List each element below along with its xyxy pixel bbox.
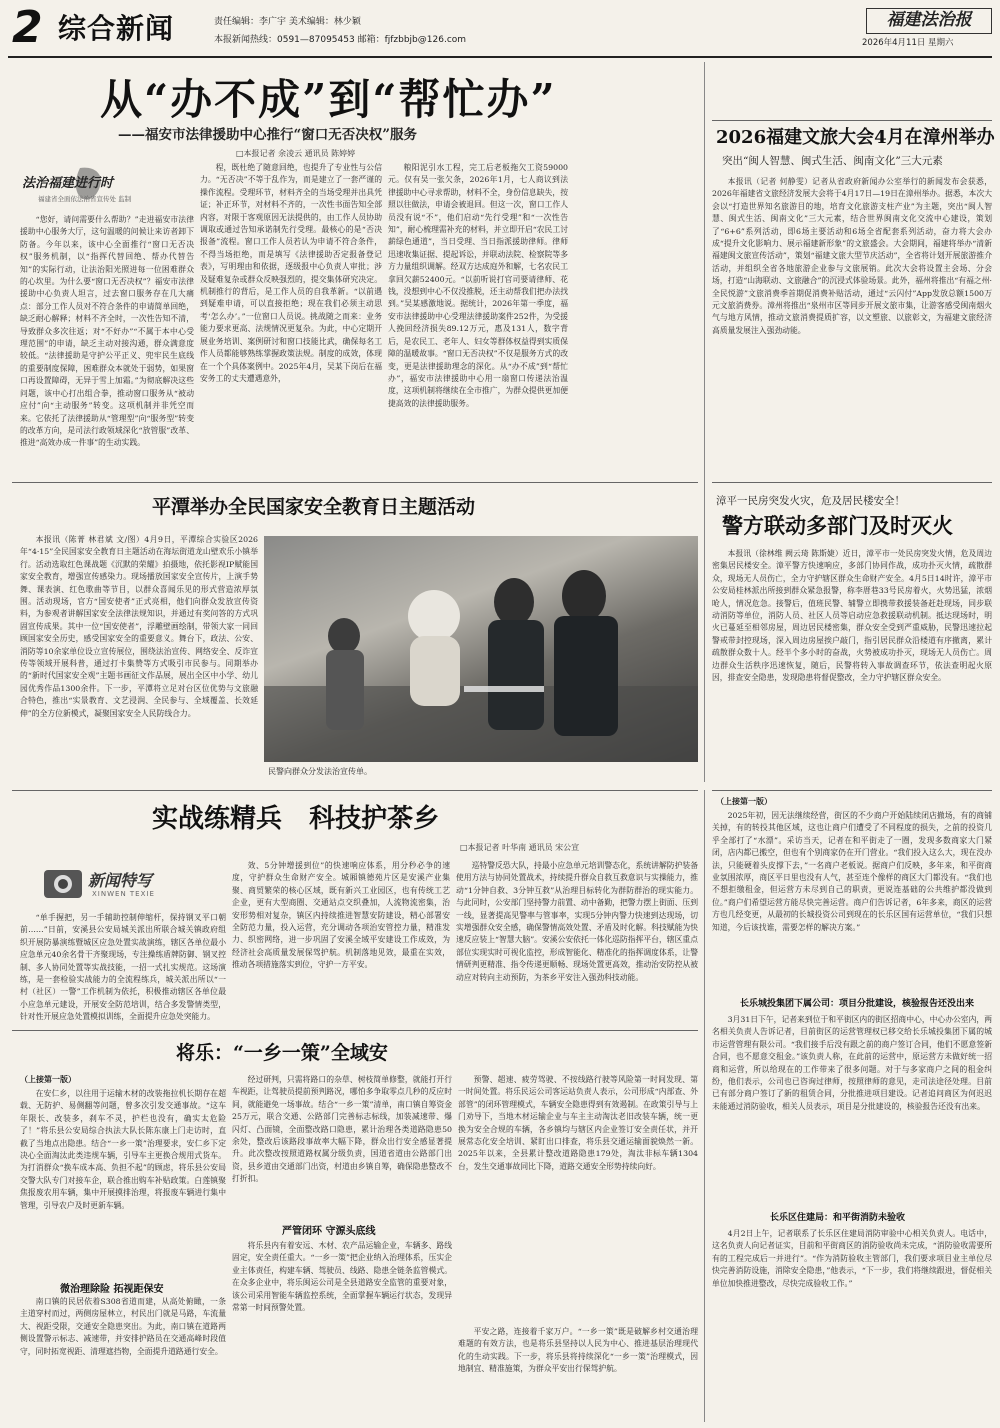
tech-badge-en: XINWEN TEXIE — [92, 890, 155, 898]
jiangle-subhead-1: 微治理除险 拓视距保安 — [60, 1284, 164, 1295]
column-badge — [20, 164, 190, 208]
changle-from-page: （上接第一版） — [716, 797, 772, 806]
changle-divider — [704, 790, 705, 1422]
jiangle-top-rule — [12, 1030, 698, 1031]
tech-col-3: 巡特警反恐大队，持最小应急单元培训警态化，系统讲解防护装备使用方法与协同处置战术，持续提升群众自救互救意识与实操能力，推动“1分钟自救、3分钟互救”从治理目标转化为群防群治的现实能力。与此同时，公安部门坚持警力前置、动中备勤，把警力摆上街面、压到一线，显著提高见警率与管事率，实现5分钟内警力快速到达现场，切实增强群众安全感，确保警情高效处置、矛盾及时化解。科技赋能为快速反应装上“智慧大脑”。安溪公安依托一体化巡防指挥平台，辖区重点部位实现实时可视化监控，形成智能化、精准化的指挥调度体系，让警情研判更精准、指令传递更顺畅、现场处置更高效，推动治安防控从被动应对转向主动预防，为茶乡平安注入强劲科技动能。 — [456, 861, 698, 982]
jiangle-col-2b: 将乐县内有着安远、木材、农产品运输企业，车辆多、路线固定，安全责任重大。“一乡一策”把企业纳入治理体系，压实企业主体责任，构建车辆、驾驶员、线路、隐患全链条监管模式。在众多企业中，将乐闽运公司是全县道路安全监管的重要对象，该公司采用智能车辆监控系统，全面掌握车辆运行状态，发现异常第一时间预警处置。 — [232, 1241, 452, 1313]
tech-column-badge — [40, 862, 190, 906]
masthead-rule — [8, 56, 992, 58]
tech-title: 实战练精兵 科技护茶乡 — [152, 804, 440, 834]
tech-badge-label: 新闻特写 — [88, 871, 153, 890]
jiangle-col-2: 经过研判，只需将路口的杂草、树枝简单修整，就能打开行车视距，让驾驶员提前预判路况，哪怕多争取零点几秒的反应时间，就能避免一场事故。结合“一乡一策”清单，南口镇自筹资金25万元，联合交通、公路部门完善标志标线，加装减速带、爆闪灯、凸面镜，全面整改路口隐患，累计治理各类道路隐患50余处，整改后该路段事故率大幅下降，群众出行安全感显著提升。此次整改按照道路权属分级负责，国道省道由公路部门出资，县乡道由交通部门出资，村道由乡镇自筹，确保隐患整改不打折扣。 — [232, 1075, 452, 1184]
tourism-top-rule — [712, 120, 992, 121]
issue-date: 2026年4月11日 星期六 — [862, 38, 954, 48]
fire-top-rule — [712, 482, 992, 483]
tech-top-rule — [12, 790, 698, 791]
pingtan-body: 本报讯（陈菁 林君斌 文/图）4月9日，平潭综合实验区2026年“4·15”全民国家安全教育日主题活动在海坛街道龙山壁欢乐小镇举行。活动选取红色课战题《沉默的荣耀》拍摄地，依托影视IP赋能国家安全教育，增强宣传感染力。现场播放国家安全宣传片，上演手势舞、课表演、红色歌曲等节目，以群众喜闻乐见的形式营造浓厚氛围。活动现场，官方“国安使者”正式亮相，他们向群众发放宣传资料，为参观者讲解国家安全法律法规知识，并通过有奖问答的方式巩固宣传成果。其中一位“国安使者”，浮雕壁画绘制，带领大家一同回顾国家安全历史，感受国家安全的重要意义。舞台下，政法、公安、消防等10余家单位设立宣传展位，围绕法治宣传、网络安全、反诈宣传等领域开展科普，通过打卡集赞等方式吸引市民参与。同期举办的“新时代国家安全观”主题书画征文作品展，展出全区中小学、幼儿园优秀作品1300余件。下一步，平潭将立足对台区位优势与文旅融合特色，推出“实景教育、文艺浸润、全民参与、全域覆盖、长效延伸”的全方位新模式，凝聚国家安全人民防线合力。 — [20, 535, 258, 718]
fire-body: 本报讯（徐林维 阙云琦 陈斯婕）近日，漳平市一处民房突发火情，危及周边密集居民楼安全。漳平警方快速响应，多部门协同作战，成功扑灭火情，疏散群众，现场无人员伤亡，全力守护辖区群众生命财产安全。4月5日14时许，漳平市公安局桂林派出所接到群众紧急报警，称李厝巷33号民房着火，火势迅猛，浓烟呛人，情况危急。接警后，值班民警、辅警立即携带救援装备赶赴现场，同步联动消防等单位，消防人员、社区人员等启动应急救援联动机制。抵达现场时，明火已蔓延至相邻房屋，周边居民楼密集，群众安全受到严重威胁，民警迅速拉起警戒带封控现场，深入周边房屋挨户敲门，指引居民群众沿楼道有序撤离，累计疏散群众数十人。经半个多小时的奋战，火势被成功扑灭，现场无人员伤亡。周边群众生活秩序迅速恢复，随后，民警将转入事故调查环节，依法查明起火原因，排查安全隐患，发现隐患将督促整改，全力守护辖区群众安全。 — [712, 549, 992, 683]
hotline: 本报新闻热线：0591—87095453 邮箱：fjfzbbjb@126.com — [214, 35, 467, 45]
changle-intro: 2025年初，因无法继续经营，街区的不少商户开始陆续闭店撤场，有的商铺关掉，有的转投其他区域，这也让商户们遭受了不同程度的损失，之前的投资几乎全部打了“水漂”。采访当天，记者在和平街走了一圈，发现多数商家大门紧闭，店内都已搬空，但也有个别商家仍在开门营业。“我们投入这么大，现在没办法，只能硬着头皮撑下去，”一名商户老板说。据商户们反映，多年来，和平街商业氛围浓厚，商区平日里也没有人气，甚至连个像样的商区大门都没有。“我们也不想拒缴租金，但运营方未尽到自己的职责，更说连基础的公共维护都没做到位。”商户们希望运营方能尽快完善运营。商户们告诉记者，6年多来，商区的运营方也几经变更，从最初的长城投资公司到现在的长乐区国有运营单位，“我们只想知道，今后该找谁，需要怎样的解决方案。” — [712, 811, 992, 932]
editors: 责任编辑：李广宇 美术编辑：林少颖 — [214, 17, 361, 27]
fire-title: 警方联动多部门及时灭火 — [722, 513, 953, 538]
pingtan-title: 平潭举办全民国家安全教育日主题活动 — [152, 496, 476, 518]
changle-subhead-1: 长乐城投集团下属公司：项目分批建设，核验报告还没出来 — [740, 999, 975, 1009]
section-title: 综合新闻 — [58, 12, 175, 45]
lead-subtitle: ——福安市法律援助中心推行“窗口无否决权”服务 — [118, 127, 418, 143]
lead-col-3: 粮阳泥引水工程，完工后老板拖欠工资59000元。仅有吴一张欠条，2026年1月，七人商议到法律援助中心寻求帮助，材料不全，身份信息缺失，按照以往做法，申请会被退回。但这一次，窗口工作人员没有说“不”，他们启动“先行受理”和“一次性告知”，耐心梳理需补充的材料，并立即开启“农民工讨薪绿色通道”，当日受理、当日指派援助律师。律师迅速收集证据、提起诉讼，并联动法院、检察院等多方力量组织调解。经双方达成庭外和解，七名农民工拿回欠薪52400元。“以前听说打官司要请律师、花钱，没想到中心不仅没推脱，还主动帮我们把办法找到。”吴某感激地说。据统计，2026年第一季度，福安市法律援助中心受理法律援助案件252件，为受援人挽回经济损失89.12万元，惠及131人，数字背后，是农民工、老年人、妇女等群体权益得到实质保障的温暖故事。“窗口无否决权”不仅是服务方式的改变，更是法律援助理念的深化。从“办不成”到“帮忙办”，福安市法律援助中心用一扇窗口传递法治温度，这项机制将继续在全市推广，为群众提供更加便捷高效的法律援助服务。 — [388, 163, 568, 408]
jiangle-col-3b: 平安之路，连接着千家万户。“一乡一策”既是破解乡村交通治理难题的有效方法，也是将乐县坚持以人民为中心、推进基层治理现代化的生动实践。下一步，将乐县将持续深化“一乡一策”治理模式，因地制宜、精准施策，为群众平安出行保驾护航。 — [458, 1327, 698, 1374]
tourism-body: 本报讯（记者 何静雯）记者从省政府新闻办公室举行的新闻发布会获悉，2026年福建省文旅经济发展大会将于4月17日—19日在漳州举办。据悉，本次大会以“打造世界知名旅游目的地，培育文化旅游支柱产业”为主题，突出“闽人智慧、闽式生活、闽南文化”三大元素，结合世界闽南文化交流中心建设，策划了“6+6”系列活动，即6场主要活动和6场全省配套系列活动，奋力将大会办成“提升文化影响力、展示福建新形象”的文旅盛会。大会期间，福建将举办“清新福建闽文旅宣传活动”，策划“福建文旅大型节庆活动”，全省将计划开展旅游推介活动，并组织全省各地旅游企业参与文旅展销。此次大会将设置主会场、分会场，打造“山海联动、文旅融合”的沉浸式体验场景。此外，福州将推出“有福之州·全民悦游”文旅消费季首期促消费补贴活动，通过“云闪付”App发放总额1500万元文旅消费券。漳州将推出“泉州市区等同步开展文旅市集，让游客感受闽南烟火气与地方风情，推动文旅消费提质扩容，以文塑旅、以旅彰文，为福建文旅经济高质量发展注入强劲动能。 — [712, 177, 992, 335]
jiangle-col-3: 预警、超速、疲劳驾驶、不按线路行驶等风险第一时间发现、第一时间处置。将乐民运公司客运站负责人表示，公司形成“内部查、外部管”的闭环管理模式，车辆安全隐患得到有效遏制。在政策引导与上门劝导下，当地木材运输企业与车主主动淘汰老旧改装车辆，统一更换为安全合规的车辆，各乡镇均与辖区内企业签订安全责任状，并开展常态化安全培训、紧盯出口排查，将乐县交通运输面貌焕然一新。2025年以来，全县累计整改道路隐患179处，淘汰非标车辆1304台，发生交通事故同比下降，道路交通安全形势持续向好。 — [458, 1075, 698, 1171]
changle-subhead-2: 长乐区住建局：和平街消防未验收 — [770, 1213, 906, 1223]
jiangle-title: 将乐：“一乡一策”全域安 — [176, 1042, 388, 1064]
lead-col-1: “您好，请问需要什么帮助？”走进福安市法律援助中心服务大厅，这句温暖的问候让来访者卸下防备。今年以来，该中心全面推行“窗口无否决权”服务机制，以“指挥代替回绝、帮办代替告知”的实际行动，让法治阳光照进每一位困难群众的心坎里。为什么要“窗口无否决权”？福安市法律援助中心负责人坦言，过去窗口服务存在几大痛点：部分工作人员对不符合条件的申请简单回绝，缺乏耐心解释；材料不齐全时，一次性告知不清，导致群众多次往返；对“不好办”“不属于本中心受理范围”的申请，缺乏主动对接沟通，群众满意度较低。“法律援助是守护公平正义、兜牢民生底线的重要制度保障，困难群众本就处于弱势，如果窗口再设置障碍，无异于雪上加霜。”为彻底解决这些问题，该中心打出组合拳，推动窗口服务从“被动应付”向“主动服务”转变。这项机制并非凭空而来。它依托了法律援助从“管理型”向“服务型”转变的改革方向，是司法行政领域深化“放管服”改革、推进“高效办成一件事”的生动实践。 — [20, 215, 194, 448]
page-number: 2 — [12, 2, 43, 53]
column-badge-label: 法治福建进行时 — [22, 176, 114, 191]
changle-top-rule — [712, 790, 992, 791]
police-outreach-photo-icon — [264, 536, 698, 762]
jiangle-col-1b: 南口镇的民居依着S308省道而建，从高处俯瞰，一条主道穿村而过，两侧房屋林立，村民出门就是马路，车流量大、视距受限，交通安全隐患突出。为此，南口镇在道路两侧设置警示标志、减速带，并安排护路员在交通高峰时段值守，同时拓宽视距、清理遮挡物，全面提升道路通行安全。 — [20, 1297, 226, 1356]
lead-title: 从“办不成”到“帮忙办” — [100, 75, 557, 124]
pingtan-top-rule — [12, 482, 698, 483]
right-column-divider — [704, 62, 705, 782]
masthead — [0, 0, 1000, 64]
paper-logo: 福建法治报 — [866, 8, 992, 34]
tourism-subtitle: 突出“闽人智慧、闽式生活、闽南文化”三大元素 — [722, 155, 943, 167]
lead-col-2: 程，既杜绝了随意回绝，也提升了专业性与公信力。“无否决”不等于乱作为，而是建立了一套严谨的操作流程。受理环节，材料齐全的当场受理并出具凭证；补正环节，对材料不齐的，一次性书面告知全部内容，对限于客观原因无法提供的，由工作人员协助调取或通过告知承诺制先行受理。最核心的是“否决报备”流程。窗口工作人员若认为申请不符合条件，不得当场拒绝，而是填写《法律援助否定报备登记表》，写明理由和依据，逐级报中心负责人审批；涉及疑难复杂或群众反映强烈的，提交集体研究决定。机制推行的背后，是工作人员的自我革新。“以前遇到疑难申请，可以直接拒绝；现在我们必须主动思考‘怎么办’。”一位窗口人员说。挑战随之而来：业务能力要求更高、法规情况更复杂。为此，中心定期开展业务培训、案例研讨和窗口技能比武，确保每名工作人员都能够熟练掌握政策法规。制度的成效，体现在一个个具体案例中。2025年4月，吴某下岗后在福安务工的丈夫遭遇意外， — [200, 163, 382, 383]
fire-kicker: 漳平一民房突发火灾，危及居民楼安全！ — [716, 495, 905, 507]
tech-col-2: 效、5分钟增援到位”的快速响应体系，用分秒必争的速度，守护群众生命财产安全。城厢镇德苑片区是安溪产业集聚、商贸繁荣的核心区域，既有新兴工业园区，也有传统工艺企业，更有大型商圈、交通站点交织叠加，人流物流密集，治安形势相对复杂，镇区内持续推进智慧安防建设，精心部署安全防范力量，投入运营，充分调动各项治安管控力量，精准发力、织密网络，进一步巩固了安溪全域平安建设工作成效，为经济社会高质量发展保驾护航。机制落地见效，最重在实效，推动各项措施落实到位，守护一方平安。 — [232, 861, 450, 970]
tech-col-1: “单手握把，另一手辅助控制伸缩杆，保持钢叉平口朝前……”日前，安溪县公安局城关派出所联合城关镇政府组织开展防暴演练暨城区应急处置实战演练，辖区各单位最小应急单元40余名骨干齐聚现场，专注操练盾牌防御、钢叉控制、多人协同处置等实战技能，一招一式扎实规范。这场演练，是一套检验实战能力的全流程练兵，城关派出所以“一村（社区）一警”工作机制为依托，积极推动辖区各单位最小应急单元建设，开展安全防范培训，结合多发警情类型，针对性开展应急处置模拟训练，全面提升应急处突能力。 — [20, 913, 226, 1022]
jiangle-col-1: 在安仁乡，以往用于运输木材的改装拖拉机长期存在超载、无防护、易侧翻等问题，曾多次引发交通事故。“这车年限长、改装多，刹车不灵，护栏也没有，确实太危险了！”将乐县公安局综合执法大队长陈东康上门走访时，直截了当地点出隐患。结合“一乡一策”治理要求，安仁乡下定决心全面淘汰此类违规车辆，引导车主更换合规用式货车。为打消群众“换车成本高、负担不起”的顾虑，将乐县公安局交警大队专门对接车企，联合推出购车补贴政策。白莲镇聚焦报废农用车辆，集中开展摸排治理，将报废车辆进行集中管理，引导农户及时更新车辆。 — [20, 1089, 226, 1210]
tech-byline: □本报记者 叶华南 通讯员 宋公宣 — [460, 843, 580, 852]
jiangle-from-page: （上接第一版） — [20, 1075, 76, 1084]
changle-body-2: 4月2日上午，记者联系了长乐区住建局消防审验中心相关负责人。电话中，这名负责人向记者证实，目前和平街商区的消防验收尚未完成，“消防验收需要所有的工程完成后一并进行”。“作为消防验收主管部门，我们要求项目业主单位尽快完善消防设施，消除安全隐患，”他表示，“下一步，我们将继续跟进，督促相关单位加快推进整改，尽快完成验收工作。” — [712, 1229, 992, 1288]
tourism-title: 2026福建文旅大会4月在漳州举办 — [716, 127, 995, 148]
jiangle-subhead-2: 严管闭环 守源头底线 — [282, 1226, 376, 1237]
changle-body-1: 3月31日下午，记者来到位于和平街区内的街区招商中心，中心办公室内，两名相关负责人告诉记者，目前街区的运营管理权已移交给长乐城投集团下属的城市运营管理有限公司。“我们接手后没有跟之前的商户签订合同，他们不愿意签新合同，也不愿意交租金。”该负责人称，在此前的运营中，原运营方未做好统一招商和运营，所以给现在的工作带来了很多问题。对于与多家商户之间的租金纠纷，他们表示，公司也已咨询过律师，按照律师的意见，走司法途径处理。目前已有部分商户签订了新的租赁合同，分批推进项目建设。记者追问商区为何迟迟未能通过消防验收，相关人员表示，项目是分批建设的，核验报告还没有出来。 — [712, 1015, 992, 1111]
pingtan-photo — [264, 536, 698, 762]
lead-byline: □本报记者 余凌云 通讯员 陈婷婷 — [236, 149, 356, 158]
column-badge-caption: 福建省全面依法治省宣传处 监制 — [38, 195, 132, 203]
pingtan-photo-caption: 民警向群众分发法治宣传单。 — [268, 767, 372, 776]
